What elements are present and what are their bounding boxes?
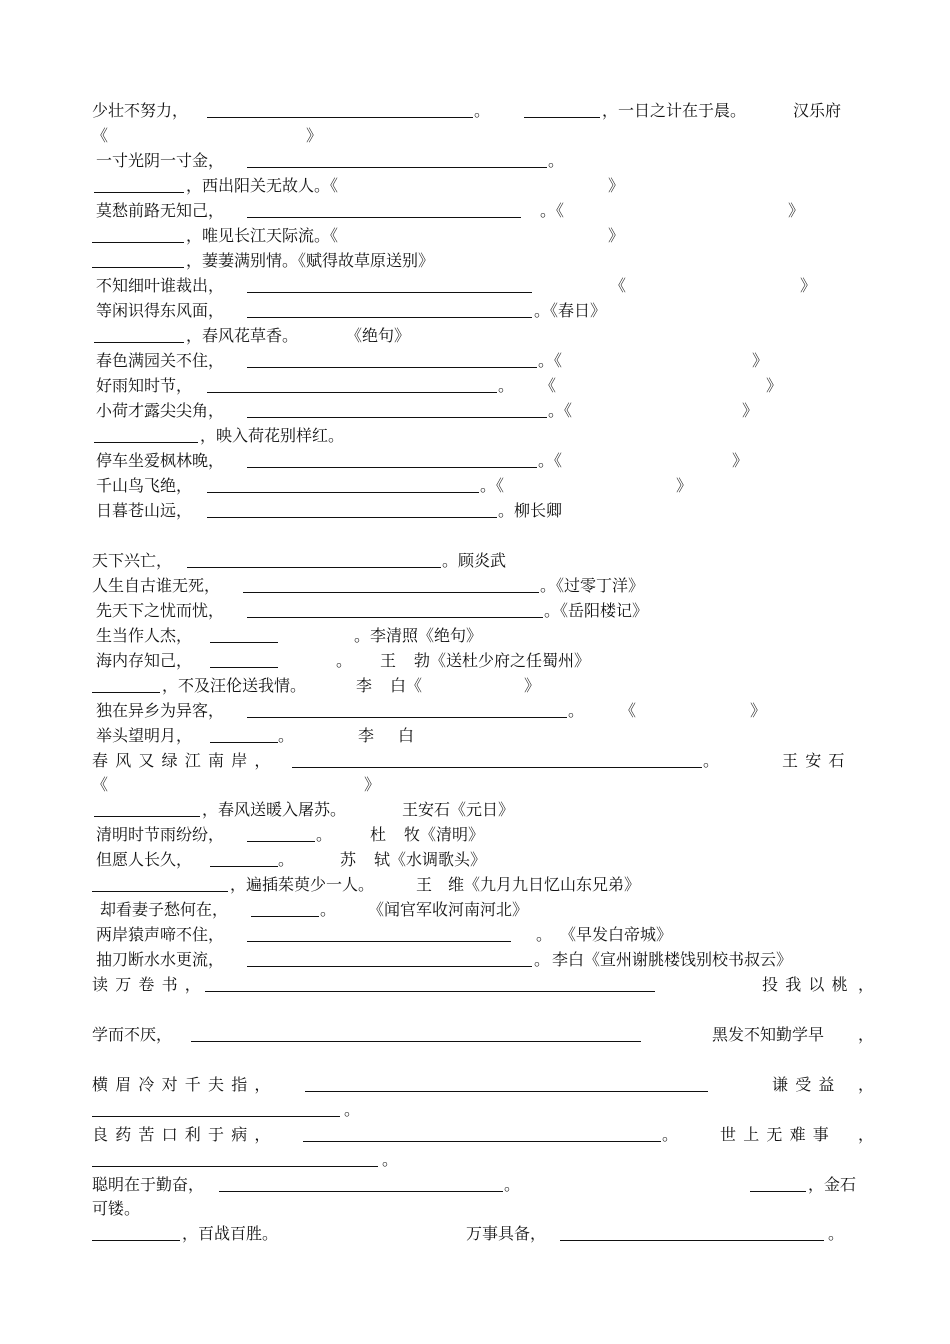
line-24-text: 独在异乡为异客， — [96, 701, 225, 720]
line-9-text: 。《春日》 — [534, 301, 607, 320]
line-24-text: 。 — [568, 701, 585, 720]
answer-blank[interactable] — [210, 727, 278, 743]
answer-blank[interactable] — [247, 277, 532, 293]
line-11-text: 春色满园关不住， — [96, 351, 225, 370]
line-22-text: 海内存知己， — [96, 651, 193, 670]
line-22-text: 王 — [380, 651, 397, 670]
line-29-text: 。 — [316, 825, 333, 844]
answer-blank[interactable] — [247, 602, 543, 618]
line-19-text: 人生自古谁无死， — [92, 576, 221, 595]
line-24-text: 《 — [620, 701, 637, 720]
line-5-text: 。《 — [540, 201, 565, 220]
answer-blank[interactable] — [210, 851, 278, 867]
answer-blank[interactable] — [92, 677, 160, 693]
answer-blank[interactable] — [94, 801, 200, 817]
line-36-text: 学而不厌， — [92, 1025, 173, 1044]
line-15-text: 。《 — [538, 451, 563, 470]
line-4-text: 》 — [608, 176, 625, 195]
line-18-text: 天下兴亡， — [92, 551, 173, 570]
answer-blank[interactable] — [92, 1101, 340, 1117]
line-16-text: 。《 — [480, 476, 505, 495]
line-7-text: ，萋萋满别情。《赋得故草原送别》 — [186, 251, 435, 270]
line-23-text: ，不及汪伦送我情。 — [162, 676, 307, 695]
line-12-text: 》 — [766, 376, 783, 395]
answer-blank[interactable] — [207, 502, 497, 518]
answer-blank[interactable] — [243, 577, 539, 593]
line-36-text: ， — [858, 1025, 875, 1044]
line-16-text: 》 — [676, 476, 693, 495]
answer-blank[interactable] — [219, 1176, 503, 1192]
line-1-text: ，一日之计在于晨。 — [602, 101, 747, 120]
line-15-text: 》 — [732, 451, 749, 470]
line-1-author: 汉乐府 — [793, 101, 842, 120]
line-9-text: 等闲识得东风面， — [96, 301, 225, 320]
line-26-text: 春风又绿江南岸， — [92, 751, 278, 770]
answer-blank[interactable] — [292, 752, 702, 768]
line-8-text: 《 — [610, 276, 627, 295]
line-3-text: 。 — [548, 151, 565, 170]
line-4-text: ，西出阳关无故人。《 — [186, 176, 339, 195]
line-30-text: 轼《水调歌头》 — [374, 850, 487, 869]
line-25-text: 李 — [358, 726, 375, 745]
line-19-text: 。《过零丁洋》 — [540, 576, 645, 595]
line-3-text: 一寸光阴一寸金， — [96, 151, 225, 170]
line-21-text: 。李清照《绝句》 — [354, 626, 483, 645]
line-1-text: 少壮不努力， — [92, 101, 189, 120]
line-31-text: ，遍插茱萸少一人。 — [230, 875, 375, 894]
line-37-text: 谦受益 — [772, 1075, 842, 1094]
answer-blank[interactable] — [94, 427, 198, 443]
answer-blank[interactable] — [187, 552, 441, 568]
line-27-text: 《 — [92, 775, 109, 794]
line-12-text: 。 — [498, 376, 515, 395]
line-20-text: 。《岳阳楼记》 — [544, 601, 649, 620]
line-29-text: 牧《清明》 — [404, 825, 485, 844]
line-41-text: 聪明在于勤奋， — [92, 1175, 205, 1194]
answer-blank[interactable] — [92, 876, 228, 892]
answer-blank[interactable] — [247, 402, 547, 418]
line-8-text: 》 — [800, 276, 817, 295]
line-39-text: 世上无难事 — [720, 1125, 837, 1144]
line-23-text: 李 — [356, 676, 373, 695]
answer-blank[interactable] — [94, 327, 184, 343]
line-33-text: 。 — [536, 925, 553, 944]
line-35-text: ， — [858, 975, 875, 994]
answer-blank[interactable] — [247, 152, 547, 168]
line-32-text: 《闻官军收河南河北》 — [368, 900, 529, 919]
line-29-text: 杜 — [370, 825, 387, 844]
line-11-text: 。《 — [538, 351, 563, 370]
line-22-text: 勃《送杜少府之任蜀州》 — [414, 651, 591, 670]
line-30-text: 苏 — [340, 850, 357, 869]
line-5-text: 莫愁前路无知己， — [96, 201, 225, 220]
line-32-text: 。 — [320, 900, 337, 919]
line-23-text: 白《 — [390, 676, 423, 695]
answer-blank[interactable] — [247, 202, 521, 218]
line-37-text: 横眉冷对千夫指， — [92, 1075, 278, 1094]
line-22-text: 。 — [336, 651, 353, 670]
line-2-text: 《 — [92, 126, 109, 145]
line-34-text: 抽刀断水水更流， — [96, 950, 225, 969]
line-30-text: 。 — [278, 850, 295, 869]
answer-blank[interactable] — [247, 826, 315, 842]
answer-blank[interactable] — [207, 477, 479, 493]
line-41-text: ，金石 — [808, 1175, 857, 1194]
line-27-text: 》 — [364, 775, 381, 794]
answer-blank[interactable] — [524, 102, 600, 118]
line-34-text: 。 — [534, 950, 551, 969]
answer-blank[interactable] — [305, 1076, 708, 1092]
line-12-text: 《 — [540, 376, 557, 395]
answer-blank[interactable] — [210, 627, 278, 643]
line-36-text: 黑发不知勤学早 — [712, 1025, 825, 1044]
line-43-text: 。 — [828, 1224, 845, 1243]
answer-blank[interactable] — [247, 926, 511, 942]
line-28-text: 王安石《元日》 — [402, 800, 515, 819]
line-29-text: 清明时节雨纷纷， — [96, 825, 225, 844]
line-16-text: 千山鸟飞绝， — [96, 476, 193, 495]
line-2-text: 》 — [306, 126, 323, 145]
line-20-text: 先天下之忧而忧， — [96, 601, 225, 620]
answer-blank[interactable] — [92, 1151, 378, 1167]
line-8-text: 不知细叶谁裁出， — [96, 276, 225, 295]
line-28-text: ，春风送暖入屠苏。 — [202, 800, 347, 819]
line-41-text: 。 — [504, 1175, 521, 1194]
answer-blank[interactable] — [207, 377, 497, 393]
answer-blank[interactable] — [251, 901, 319, 917]
line-17-text: 。柳长卿 — [498, 501, 563, 520]
answer-blank[interactable] — [247, 951, 532, 967]
line-25-text: 白 — [398, 726, 415, 745]
line-14-text: ，映入荷花别样红。 — [200, 426, 345, 445]
line-40-text: 。 — [382, 1150, 399, 1169]
line-6-text: ，唯见长江天际流。《 — [186, 226, 339, 245]
answer-blank[interactable] — [92, 227, 184, 243]
line-34-text: 李白《宣州谢朓楼饯别校书叔云》 — [552, 950, 793, 969]
answer-blank[interactable] — [750, 1176, 806, 1192]
line-13-text: 小荷才露尖尖角， — [96, 401, 225, 420]
line-12-text: 好雨知时节， — [96, 376, 193, 395]
answer-blank[interactable] — [92, 1225, 180, 1241]
line-10-text: 《绝句》 — [346, 326, 411, 345]
line-21-text: 生当作人杰， — [96, 626, 193, 645]
line-39-text: 良药苦口利于病， — [92, 1125, 278, 1144]
answer-blank[interactable] — [191, 1026, 641, 1042]
line-30-text: 但愿人长久， — [96, 850, 193, 869]
answer-blank[interactable] — [247, 702, 567, 718]
line-17-text: 日暮苍山远， — [96, 501, 193, 520]
line-1-text: 。 — [474, 101, 491, 120]
answer-blank[interactable] — [92, 252, 184, 268]
answer-blank[interactable] — [210, 652, 278, 668]
line-25-text: 。 — [278, 726, 295, 745]
line-35-text: 投我以桃 — [762, 975, 855, 994]
line-26-author: 王安石 — [782, 751, 852, 770]
answer-blank[interactable] — [560, 1225, 824, 1241]
line-39-text: ， — [858, 1125, 875, 1144]
answer-blank[interactable] — [205, 976, 655, 992]
line-33-text: 两岸猿声啼不住， — [96, 925, 225, 944]
answer-blank[interactable] — [247, 452, 537, 468]
line-38-text: 。 — [344, 1100, 361, 1119]
line-10-text: ，春风花草香。 — [186, 326, 299, 345]
line-43-text: 万事具备， — [466, 1224, 547, 1243]
line-42-text: 可镂。 — [92, 1199, 141, 1218]
answer-blank[interactable] — [303, 1126, 661, 1142]
line-15-text: 停车坐爱枫林晚， — [96, 451, 225, 470]
line-32-text: 却看妻子愁何在， — [100, 900, 229, 919]
line-39-text: 。 — [662, 1125, 679, 1144]
line-13-text: 》 — [742, 401, 759, 420]
answer-blank[interactable] — [94, 177, 184, 193]
line-37-text: ， — [858, 1075, 875, 1094]
line-33-text: 《早发白帝城》 — [560, 925, 673, 944]
line-23-text: 》 — [524, 676, 541, 695]
line-25-text: 举头望明月， — [96, 726, 193, 745]
line-26-text: 。 — [703, 751, 720, 770]
line-31-text: 王 — [416, 875, 433, 894]
line-13-text: 。《 — [548, 401, 573, 420]
line-11-text: 》 — [752, 351, 769, 370]
answer-blank[interactable] — [247, 302, 532, 318]
line-43-text: ，百战百胜。 — [182, 1224, 279, 1243]
line-6-text: 》 — [608, 226, 625, 245]
answer-blank[interactable] — [207, 102, 473, 118]
line-5-text: 》 — [788, 201, 805, 220]
line-24-text: 》 — [750, 701, 767, 720]
line-35-text: 读万卷书， — [92, 975, 209, 994]
answer-blank[interactable] — [247, 352, 537, 368]
line-31-text: 维《九月九日忆山东兄弟》 — [448, 875, 641, 894]
line-18-text: 。顾炎武 — [442, 551, 507, 570]
